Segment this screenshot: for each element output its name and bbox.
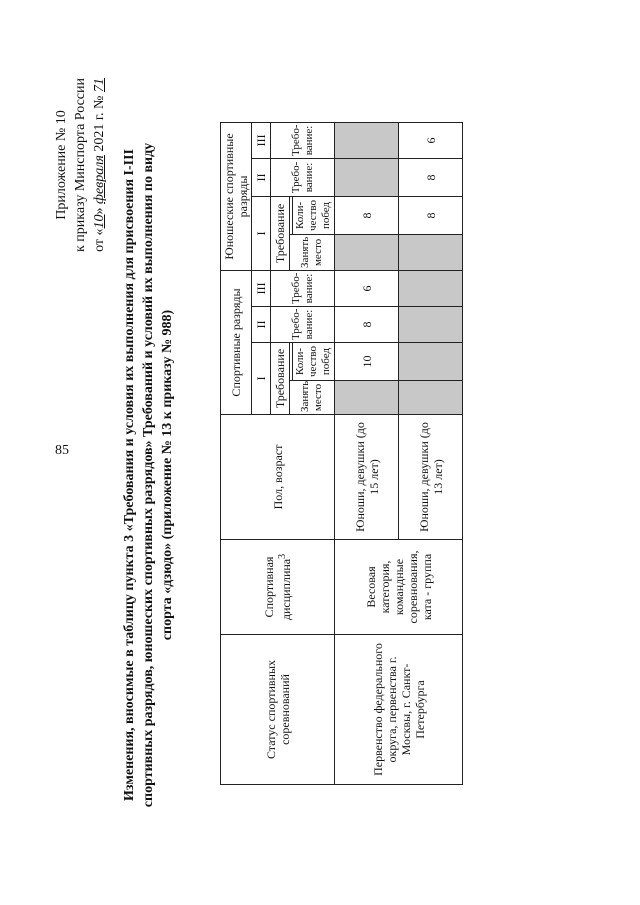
handwritten-number: 71 (92, 78, 107, 93)
document-heading (120, 135, 177, 815)
heading-line-3: спорта «дзюдо» (приложение № 13 к приказу № 988) (160, 309, 175, 641)
header-youth-requirement: Требование (271, 196, 290, 270)
header-sport-rank-2: II (252, 307, 271, 343)
header-sport-3-requirement: Требо-вание: (271, 270, 335, 306)
heading-line-1: Изменения, вносимые в таблицу пункта 3 «Требования и условия их выполнения для присвоения I-III (122, 149, 137, 801)
appendix-date-line: от «10» февраля 2021 г. № 71 (92, 78, 107, 252)
cell-gender-age: Юноши, девушки (до 15 лет) (335, 415, 399, 540)
heading-line-2: спортивных разрядов, юношеских спортивных разрядов» Требований и условий их выполнения по виду (141, 142, 156, 808)
cell-sport-3 (399, 270, 463, 306)
header-youth-rank-2: II (252, 158, 271, 196)
header-youth-2-requirement: Требо-вание: (271, 158, 335, 196)
requirements-table (220, 122, 463, 785)
appendix-title: Приложение № 10 (54, 110, 69, 220)
header-sport-rank-1: I (252, 343, 271, 415)
page-number: 85 (55, 443, 69, 458)
header-row-1 (221, 122, 252, 784)
cell-youth-1-place (335, 234, 399, 270)
cell-discipline: Весовая категория, командные соревнования, ката - группа (335, 540, 463, 635)
appendix-order: к приказу Минспорта России (73, 78, 88, 252)
cell-youth-2 (335, 158, 399, 196)
cell-sport-2 (399, 307, 463, 343)
cell-sport-2: 8 (335, 307, 399, 343)
header-sport-requirement: Требование (271, 343, 290, 415)
header-youth-ranks: Юношеские спортивные разряды (221, 122, 252, 270)
header-youth-place: Занять место (290, 234, 335, 270)
cell-sport-1-place (335, 381, 399, 415)
cell-youth-2: 8 (399, 158, 463, 196)
cell-sport-1-wins: 10 (335, 343, 399, 381)
cell-youth-3 (335, 122, 399, 158)
header-discipline: Спортивная дисциплина$^3$ (221, 540, 335, 635)
table-row (335, 122, 399, 784)
cell-sport-3: 6 (335, 270, 399, 306)
header-status: Статус спортивных соревнований (221, 635, 335, 785)
cell-gender-age: Юноши, девушки (до 13 лет) (399, 415, 463, 540)
cell-sport-1-place (399, 381, 463, 415)
cell-youth-3: 6 (399, 122, 463, 158)
handwritten-month: февраля (92, 155, 107, 204)
header-gender-age: Пол, возраст (221, 415, 335, 540)
cell-youth-1-place (399, 234, 463, 270)
header-youth-rank-3: III (252, 122, 271, 158)
header-youth-wins: Коли-чество побед (293, 196, 335, 234)
header-youth-3-requirement: Требо-вание: (271, 122, 335, 158)
handwritten-day: 10 (92, 214, 107, 229)
cell-youth-1-wins: 8 (399, 196, 463, 234)
header-youth-rank-1: I (252, 196, 271, 270)
appendix-block (52, 45, 109, 285)
cell-status: Первенство федерального округа, первенства г. Москвы, г. Санкт-Петербурга (335, 635, 463, 785)
header-sport-ranks: Спортивные разряды (221, 270, 252, 414)
header-sport-place: Занять место (290, 381, 335, 415)
cell-youth-1-wins: 8 (335, 196, 399, 234)
header-sport-wins: Коли-чество побед (293, 343, 335, 381)
header-sport-rank-3: III (252, 270, 271, 306)
header-sport-2-requirement: Требо-вание: (271, 307, 335, 343)
cell-sport-1-wins (399, 343, 463, 381)
